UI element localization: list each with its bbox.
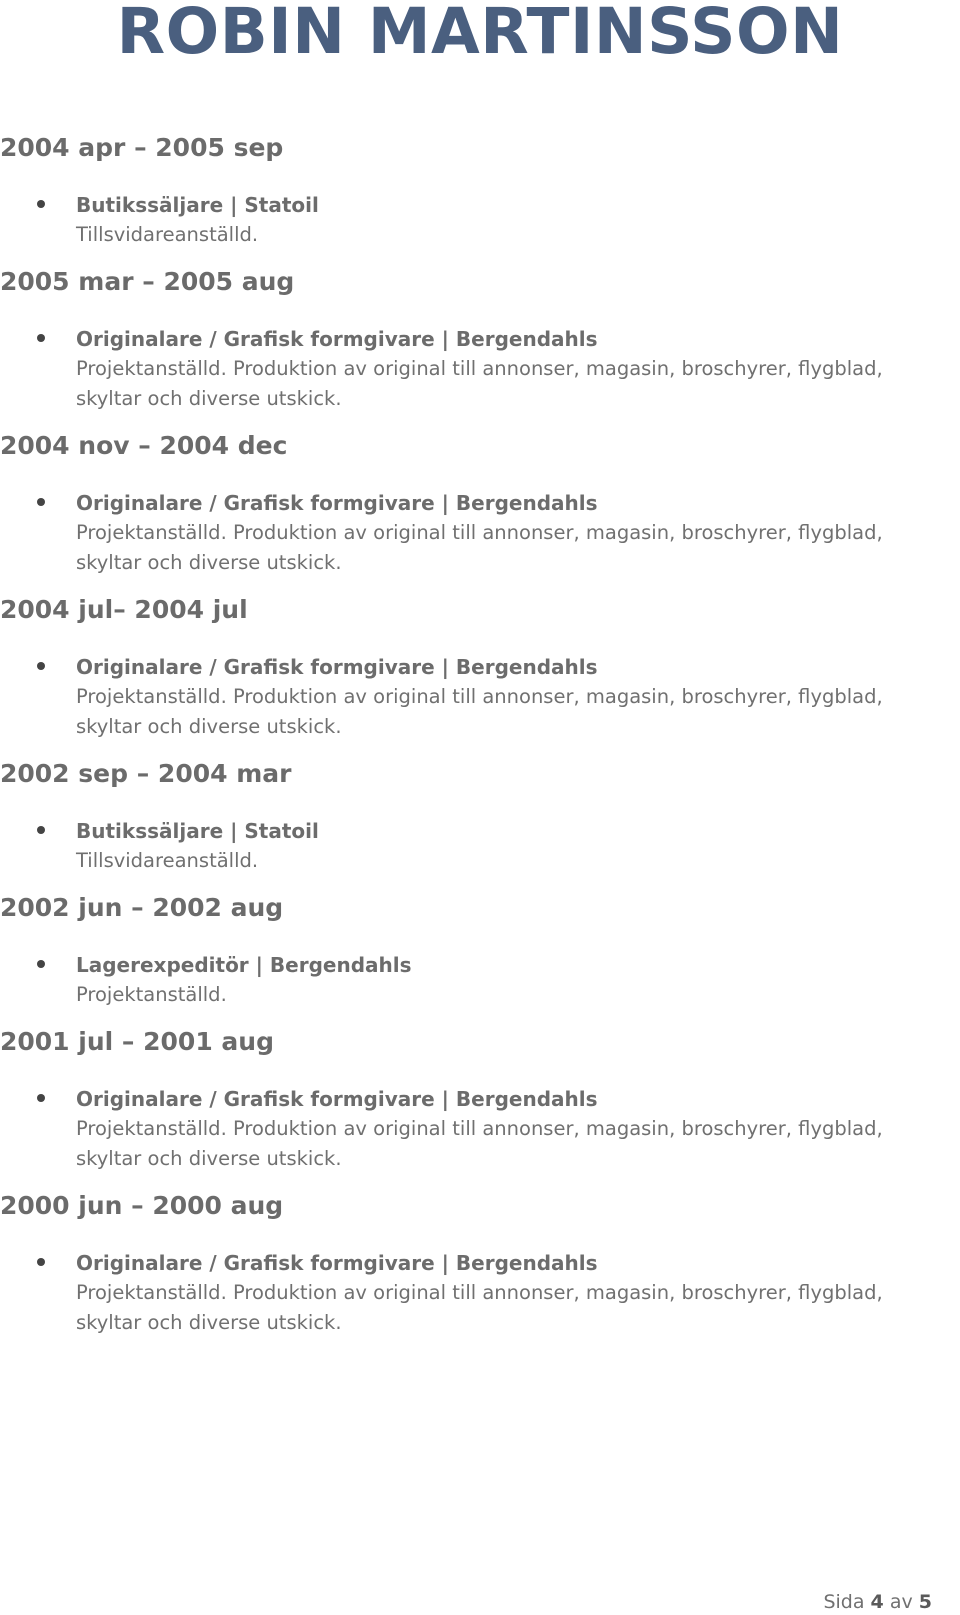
page-prefix: Sida	[823, 1591, 865, 1613]
experience-entry	[0, 754, 940, 876]
experience-entry	[0, 590, 940, 742]
job-description: Tillsvidareanställd.	[76, 849, 259, 872]
entry-period: 2004 jul– 2004 jul	[0, 595, 248, 624]
bullet-icon	[37, 1094, 45, 1102]
bullet-icon	[37, 334, 45, 342]
job-description: Projektanställd. Produktion av original till annonser, magasin, broschyrer, flygblad, skyltar och diverse utskick.	[76, 357, 883, 410]
bullet-icon	[37, 826, 45, 834]
page-number	[823, 1589, 932, 1615]
experience-entry	[0, 1022, 940, 1174]
job-item	[0, 816, 940, 876]
job-item	[0, 324, 940, 414]
bullet-icon	[37, 498, 45, 506]
job-role: Lagerexpeditör | Bergendahls	[76, 953, 412, 977]
entry-period: 2004 apr – 2005 sep	[0, 133, 284, 162]
job-item	[0, 1084, 940, 1174]
experience-list	[0, 128, 940, 1350]
current-page: 4	[870, 1591, 884, 1613]
job-role: Originalare / Grafisk formgivare | Bergendahls	[76, 1251, 598, 1275]
entry-period: 2004 nov – 2004 dec	[0, 431, 288, 460]
job-description: Projektanställd. Produktion av original till annonser, magasin, broschyrer, flygblad, skyltar och diverse utskick.	[76, 1281, 883, 1334]
job-item	[0, 488, 940, 578]
entry-period: 2000 jun – 2000 aug	[0, 1191, 284, 1220]
job-role: Butikssäljare | Statoil	[76, 819, 319, 843]
job-description: Projektanställd. Produktion av original till annonser, magasin, broschyrer, flygblad, skyltar och diverse utskick.	[76, 521, 883, 574]
job-role: Originalare / Grafisk formgivare | Bergendahls	[76, 327, 598, 351]
bullet-icon	[37, 1258, 45, 1266]
job-role: Butikssäljare | Statoil	[76, 193, 319, 217]
experience-entry	[0, 426, 940, 578]
job-item	[0, 950, 940, 1010]
job-item	[0, 652, 940, 742]
job-item	[0, 190, 940, 250]
experience-entry	[0, 262, 940, 414]
page-separator: av	[889, 1591, 913, 1613]
job-description: Projektanställd. Produktion av original till annonser, magasin, broschyrer, flygblad, skyltar och diverse utskick.	[76, 1117, 883, 1170]
job-role: Originalare / Grafisk formgivare | Bergendahls	[76, 491, 598, 515]
total-pages: 5	[918, 1591, 932, 1613]
job-description: Tillsvidareanställd.	[76, 223, 259, 246]
entry-period: 2005 mar – 2005 aug	[0, 267, 295, 296]
experience-entry	[0, 1186, 940, 1338]
entry-period: 2002 jun – 2002 aug	[0, 893, 284, 922]
resume-name-heading: ROBIN MARTINSSON	[116, 0, 844, 68]
job-role: Originalare / Grafisk formgivare | Bergendahls	[76, 655, 598, 679]
entry-period: 2002 sep – 2004 mar	[0, 759, 292, 788]
bullet-icon	[37, 960, 45, 968]
experience-entry	[0, 888, 940, 1010]
job-description: Projektanställd.	[76, 983, 227, 1006]
job-role: Originalare / Grafisk formgivare | Bergendahls	[76, 1087, 598, 1111]
bullet-icon	[37, 662, 45, 670]
bullet-icon	[37, 200, 45, 208]
entry-period: 2001 jul – 2001 aug	[0, 1027, 274, 1056]
experience-entry	[0, 128, 940, 250]
job-description: Projektanställd. Produktion av original till annonser, magasin, broschyrer, flygblad, skyltar och diverse utskick.	[76, 685, 883, 738]
job-item	[0, 1248, 940, 1338]
